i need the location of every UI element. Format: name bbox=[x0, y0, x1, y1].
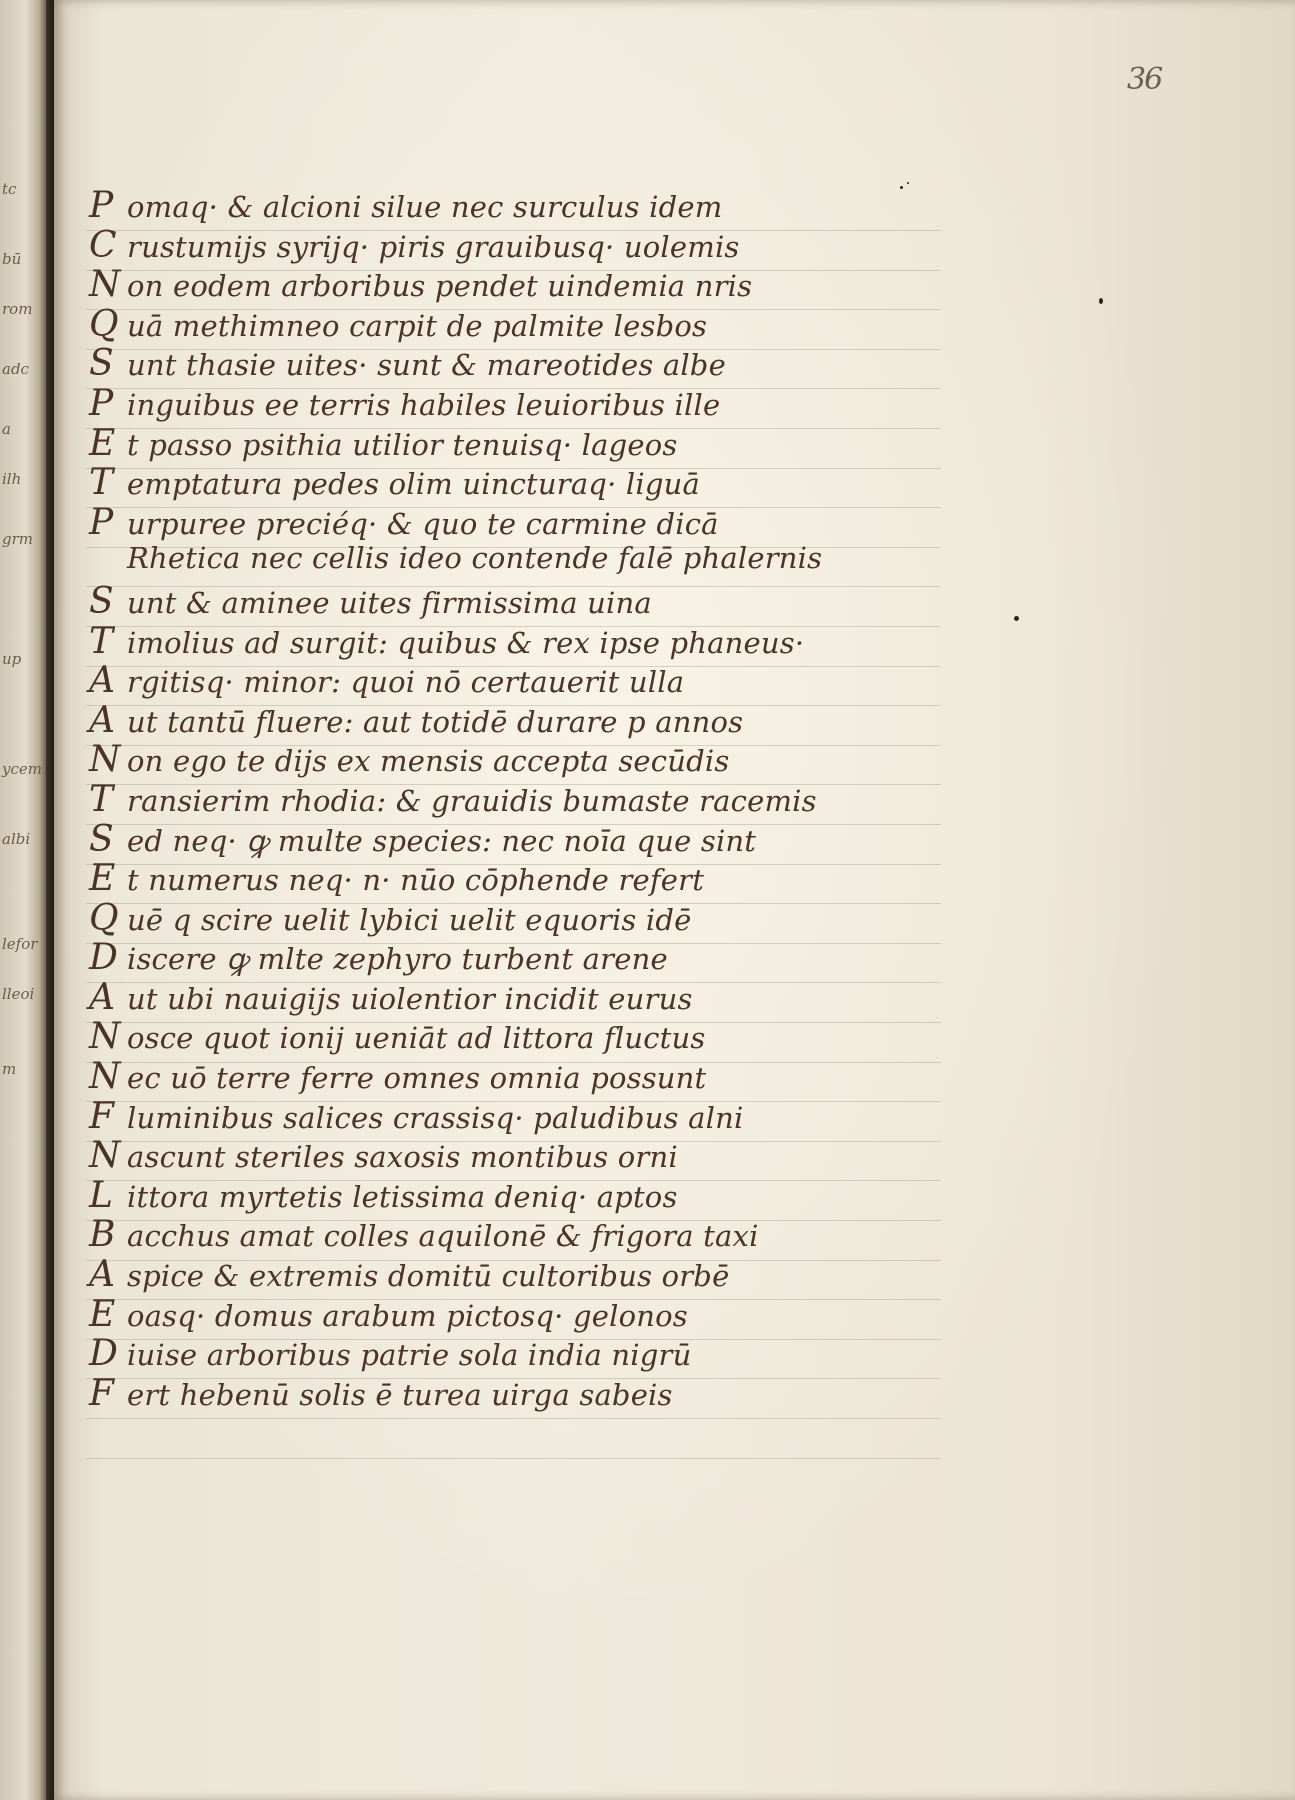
verse-text: t numerus neq· n· nūo cōphende refert bbox=[127, 863, 705, 898]
binding-gutter bbox=[46, 0, 54, 1800]
verse-initial: N bbox=[89, 264, 121, 306]
verse-text: acchus amat colles aquilonē & frigora taxi bbox=[127, 1219, 759, 1254]
verse-initial: S bbox=[89, 818, 114, 860]
verse-line bbox=[89, 1254, 949, 1297]
margin-fragment: lleoi bbox=[2, 985, 35, 1003]
verse-line bbox=[89, 897, 949, 941]
verse-column bbox=[89, 185, 949, 1415]
verse-text: ittora myrtetis letissima deniq· aptos bbox=[127, 1179, 678, 1214]
verse-line bbox=[89, 224, 949, 268]
verse-text: ascunt steriles saxosis montibus orni bbox=[127, 1140, 678, 1175]
verse-text: rgitisq· minor: quoi nō certauerit ulla bbox=[127, 665, 685, 700]
verse-initial: E bbox=[89, 858, 116, 900]
verse-text: imolius ad surgit: quibus & rex ipse phaneus· bbox=[127, 625, 805, 660]
verse-text: ec uō terre ferre omnes omnia possunt bbox=[127, 1061, 707, 1096]
verse-text: on eodem arboribus pendet uindemia nris bbox=[127, 269, 753, 304]
verse-text: ed neq· ꝙ multe species: nec noīa que sint bbox=[127, 823, 757, 858]
margin-fragment: tc bbox=[2, 180, 17, 198]
verse-text: iuise arboribus patrie sola india nigrū bbox=[127, 1338, 692, 1373]
verse-text: inguibus ee terris habiles leuioribus ille bbox=[127, 387, 721, 422]
ink-speck bbox=[900, 186, 903, 189]
margin-fragment: up bbox=[2, 650, 22, 668]
margin-fragment: adc bbox=[2, 360, 29, 378]
verse-initial: F bbox=[89, 1372, 114, 1414]
verse-initial: F bbox=[89, 1095, 114, 1137]
verse-line bbox=[89, 264, 949, 307]
verse-initial: A bbox=[89, 699, 115, 741]
ruling-line bbox=[86, 1458, 941, 1459]
margin-fragment: ilh bbox=[2, 470, 22, 488]
verse-line bbox=[89, 462, 949, 505]
verse-line bbox=[89, 1016, 949, 1059]
verse-text: uā methimneo carpit de palmite lesbos bbox=[127, 308, 708, 343]
verse-initial: P bbox=[89, 501, 114, 543]
verse-initial: P bbox=[89, 185, 114, 226]
verse-text: rustumijs syrijq· piris grauibusq· uolemis bbox=[127, 229, 740, 264]
margin-fragment: a bbox=[2, 420, 11, 438]
verse-initial: P bbox=[89, 382, 114, 424]
verse-text: omaq· & alcioni silue nec surculus idem bbox=[127, 190, 723, 224]
verse-text: spice & extremis domitū cultoribus orbē bbox=[127, 1259, 730, 1294]
verse-initial: L bbox=[89, 1174, 113, 1216]
verse-text: unt thasie uites· sunt & mareotides albe bbox=[127, 348, 726, 383]
verse-line bbox=[89, 1095, 949, 1139]
verse-line bbox=[89, 1293, 949, 1337]
verse-line bbox=[89, 937, 949, 980]
verse-text: osce quot ionij ueniāt ad littora fluctus bbox=[127, 1021, 706, 1056]
verse-line bbox=[89, 580, 949, 624]
verse-text: unt & aminee uites firmissima uina bbox=[127, 585, 652, 620]
verse-line bbox=[89, 422, 949, 466]
ink-speck bbox=[1014, 616, 1019, 621]
verse-line bbox=[89, 303, 949, 347]
verse-line bbox=[89, 739, 949, 782]
ruling-line bbox=[86, 1418, 941, 1419]
ink-speck bbox=[1099, 298, 1103, 304]
margin-fragment: ycem bbox=[2, 760, 42, 778]
verse-line bbox=[89, 382, 949, 426]
verse-line bbox=[89, 976, 949, 1020]
verse-initial: B bbox=[89, 1214, 116, 1256]
verse-line bbox=[89, 1372, 949, 1416]
verse-text: iscere ꝙ mlte zephyro turbent arene bbox=[127, 942, 668, 977]
verse-initial: T bbox=[89, 620, 114, 662]
verse-initial: A bbox=[89, 1254, 115, 1296]
verse-line bbox=[89, 541, 949, 584]
verse-line bbox=[89, 343, 949, 386]
verse-text: uē q scire uelit lybici uelit equoris idē bbox=[127, 902, 692, 937]
verse-initial: N bbox=[89, 739, 121, 781]
verse-text: luminibus salices crassisq· paludibus alni bbox=[127, 1100, 744, 1135]
margin-fragment: albi bbox=[2, 830, 31, 848]
verse-initial: T bbox=[89, 462, 114, 504]
verse-text: oasq· domus arabum pictosq· gelonos bbox=[127, 1298, 688, 1333]
verse-initial: E bbox=[89, 422, 116, 464]
previous-page-edge bbox=[0, 0, 46, 1800]
verse-initial: Q bbox=[89, 303, 119, 345]
margin-fragment: lefor bbox=[2, 935, 38, 953]
verse-text: emptatura pedes olim uincturaq· liguā bbox=[127, 467, 700, 502]
verse-text: urpuree preciéq· & quo te carmine dicā bbox=[127, 506, 719, 541]
verse-line bbox=[89, 1214, 949, 1257]
verse-initial: N bbox=[89, 1016, 121, 1058]
verse-initial: N bbox=[89, 1056, 121, 1098]
verse-initial: Q bbox=[89, 897, 119, 939]
verse-initial: A bbox=[89, 976, 115, 1018]
verse-line bbox=[89, 620, 949, 664]
verse-initial: A bbox=[89, 660, 115, 702]
manuscript-leaf bbox=[54, 0, 1295, 1800]
verse-text: ransierim rhodia: & grauidis bumaste racemis bbox=[127, 783, 817, 818]
verse-text: ut tantū fluere: aut totidē durare p annos bbox=[127, 704, 744, 739]
verse-line bbox=[89, 660, 949, 703]
verse-initial: T bbox=[89, 778, 114, 820]
verse-initial: S bbox=[89, 580, 114, 622]
verse-initial: D bbox=[89, 1333, 118, 1375]
verse-text: ert hebenū solis ē turea uirga sabeis bbox=[127, 1377, 673, 1412]
margin-fragment: m bbox=[2, 1060, 17, 1078]
verse-initial: C bbox=[89, 224, 117, 266]
verse-line bbox=[89, 185, 949, 228]
margin-fragment: grm bbox=[2, 530, 33, 548]
verse-initial: S bbox=[89, 343, 114, 385]
verse-initial: N bbox=[89, 1135, 121, 1177]
verse-line bbox=[89, 1056, 949, 1099]
verse-text: on ego te dijs ex mensis accepta secūdis bbox=[127, 744, 730, 779]
verse-line bbox=[89, 501, 949, 545]
verse-line bbox=[89, 699, 949, 743]
verse-line bbox=[89, 818, 949, 862]
verse-line bbox=[89, 778, 949, 822]
verse-line bbox=[89, 1333, 949, 1376]
verse-line bbox=[89, 858, 949, 901]
verse-text: ut ubi nauigijs uiolentior incidit eurus bbox=[127, 981, 693, 1016]
verse-line bbox=[89, 1135, 949, 1178]
verse-initial: E bbox=[89, 1293, 116, 1335]
margin-fragment: bū bbox=[2, 250, 22, 268]
ink-speck bbox=[907, 182, 909, 184]
verse-line bbox=[89, 1174, 949, 1218]
margin-fragment: rom bbox=[2, 300, 33, 318]
verse-initial: D bbox=[89, 937, 118, 979]
folio-number: 36 bbox=[1127, 62, 1162, 97]
verse-text: Rhetica nec cellis ideo contende falē phalernis bbox=[127, 541, 823, 576]
verse-text: t passo psithia utilior tenuisq· lageos bbox=[127, 427, 678, 462]
